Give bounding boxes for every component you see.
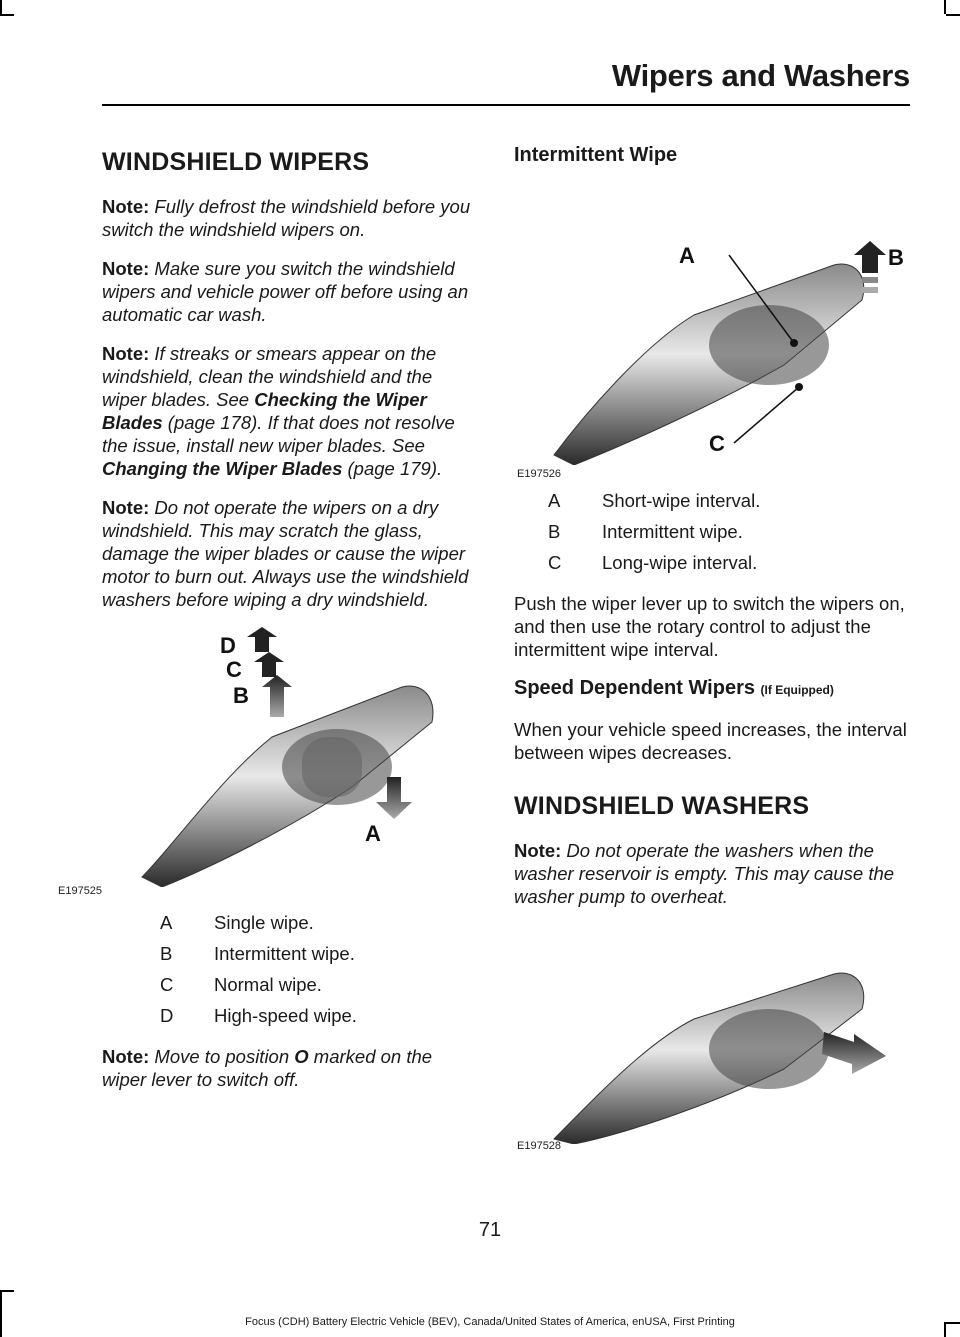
legend-row: C Normal wipe. [160,973,322,995]
wiper-lever-illustration [102,627,472,887]
callout-b: B [888,245,904,270]
note-washer-reservoir: Note: Do not operate the washers when the washer reservoir is empty. This may cause the washer pump to overheat. [514,840,895,907]
arrow-c-icon [254,652,284,677]
wiper-lever-figure-3 [514,924,909,1164]
figure-id: E197525 [58,885,103,897]
windshield-wipers-heading: WINDSHIELD WIPERS [102,148,370,176]
note-switch-off: Note: Move to position O marked on the wiper lever to switch off. [102,1046,433,1090]
changing-wiper-blades-link[interactable]: Changing the Wiper Blades [102,458,343,479]
header-rule [102,104,910,106]
figure-id: E197528 [517,1140,562,1152]
legend-row: C Long-wipe interval. [548,551,758,573]
wiper-lever-illustration [514,185,909,465]
intermittent-wipe-heading: Intermittent Wipe [514,144,678,166]
pull-arrow-icon [822,1032,886,1074]
legend-row: A Single wipe. [160,911,314,933]
legend-list [160,907,472,1031]
left-column [58,140,472,1107]
checking-wiper-blades-link[interactable]: Checking the Wiper Blades [102,389,427,433]
windshield-washers-heading: WINDSHIELD WASHERS [514,792,810,820]
note-car-wash: Note: Make sure you switch the windshield wipers and vehicle power off before using an automatic car wash. [102,258,469,325]
wiper-lever-figure-1 [58,627,472,907]
crop-mark [0,14,14,16]
wiper-lever-illustration [514,924,909,1144]
callout-c: C [226,657,242,682]
legend-list [548,485,909,578]
callout-b: B [233,683,249,708]
crop-mark [0,0,2,14]
legend-row: B Intermittent wipe. [548,520,743,542]
crop-mark [944,0,946,14]
arrow-b-icon [262,675,292,717]
speed-dependent-heading: Speed Dependent Wipers (If Equipped) [514,677,834,699]
footer-text: Focus (CDH) Battery Electric Vehicle (BEV), Canada/United States of America, enUSA, First Printing [245,1316,735,1328]
callout-a: A [679,243,695,268]
crop-mark [0,1290,14,1292]
callout-c: C [709,431,725,456]
legend-row: D High-speed wipe. [160,1004,357,1026]
callout-a: A [365,821,381,846]
legend-row: A Short-wipe interval. [548,489,761,511]
section-title: Wipers and Washers [611,58,910,93]
crop-mark [946,14,960,16]
note-defrost: Note: Fully defrost the windshield before you switch the windshield wipers on. [102,196,471,240]
right-column [514,140,909,1164]
page-number: 71 [478,1219,502,1241]
figure-id: E197526 [517,468,562,480]
arrow-d-icon [247,627,277,652]
legend-row: B Intermittent wipe. [160,942,355,964]
note-streaks: Note: If streaks or smears appear on the windshield, clean the windshield and the wiper blades. See Checking the Wiper Blades (page 178). If that does not resolve the issue, install new wiper blades. See Changing the Wiper Blades (page 179). [102,343,455,479]
intermittent-body: Push the wiper lever up to switch the wipers on, and then use the rotary control to adjust the intermittent wipe interval. [514,593,905,660]
note-dry-windshield: Note: Do not operate the wipers on a dry windshield. This may scratch the glass, damage the wiper blades or cause the wiper motor to burn out. Always use the windshield washers before wiping a dry windshield. [102,497,469,610]
crop-mark [0,1290,2,1337]
wiper-lever-figure-2 [514,185,909,485]
callout-d: D [220,633,236,658]
speed-dependent-body: When your vehicle speed increases, the interval between wipes decreases. [514,719,907,763]
